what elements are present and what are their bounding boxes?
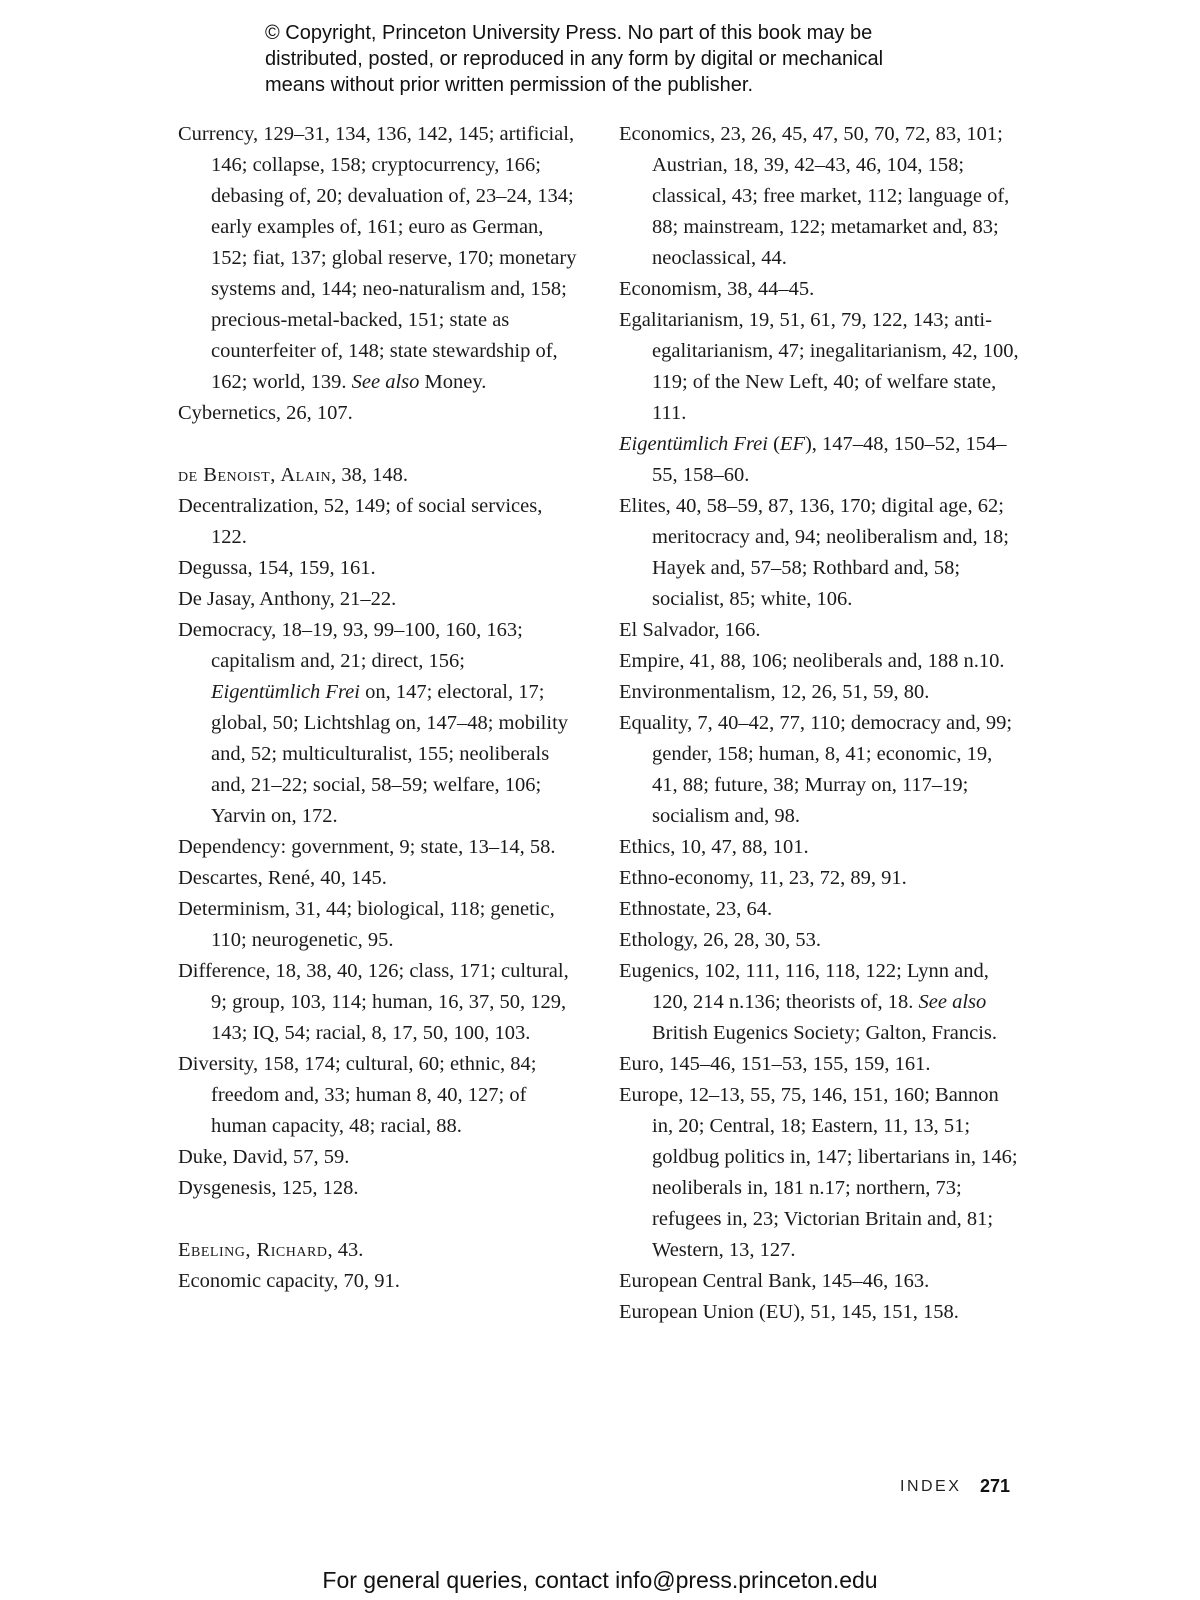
index-entry-ethnostate: Ethnostate, 23, 64. xyxy=(619,898,773,920)
index-entry-euro: Euro, 145–46, 151–53, 155, 159, 161. xyxy=(619,1053,931,1075)
index-entry-europe: Europe, 12–13, 55, 75, 146, 151, 160; Bannon in, 20; Central, 18; Eastern, 11, 13, 51; goldbug politics in, 147; libertarians in, 146; neoliberals in, 181 n.17; northern, 73; refugees in, 23; Victorian Britain and, 81; Western, 13, 127. xyxy=(619,1084,1018,1261)
index-entry-dependency: Dependency: government, 9; state, 13–14, 58. xyxy=(178,836,556,858)
index-entry-empire: Empire, 41, 88, 106; neoliberals and, 188 n.10. xyxy=(619,650,1005,672)
index-entry-de-benoist: de Benoist, Alain, 38, 148. xyxy=(178,464,408,486)
running-footer-section: INDEX xyxy=(900,1478,962,1495)
index-entry-diversity: Diversity, 158, 174; cultural, 60; ethnic, 84; freedom and, 33; human 8, 40, 127; of human capacity, 48; racial, 88. xyxy=(178,1053,537,1137)
index-entry-ethology: Ethology, 26, 28, 30, 53. xyxy=(619,929,821,951)
page-number: 271 xyxy=(980,1476,1011,1496)
index-entry-difference: Difference, 18, 38, 40, 126; class, 171; cultural, 9; group, 103, 114; human, 16, 37, 50, 129, 143; IQ, 54; racial, 8, 17, 50, 100, 103. xyxy=(178,960,569,1044)
copyright-line-2: distributed, posted, or reproduced in any form by digital or mechanical xyxy=(265,48,884,70)
index-entry-environmentalism: Environmentalism, 12, 26, 51, 59, 80. xyxy=(619,681,930,703)
index-entry-determinism: Determinism, 31, 44; biological, 118; genetic, 110; neurogenetic, 95. xyxy=(178,898,555,951)
copyright-line-1: © Copyright, Princeton University Press. No part of this book may be xyxy=(265,22,873,44)
copyright-notice xyxy=(265,20,965,98)
index-entry-degussa: Degussa, 154, 159, 161. xyxy=(178,557,376,579)
index-entry-elites: Elites, 40, 58–59, 87, 136, 170; digital age, 62; meritocracy and, 94; neoliberalism and, 18; Hayek and, 57–58; Rothbard and, 58; socialist, 85; white, 106. xyxy=(619,495,1009,610)
index-entry-eugenics: Eugenics, 102, 111, 116, 118, 122; Lynn and, 120, 214 n.136; theorists of, 18. See also British Eugenics Society; Galton, Francis. xyxy=(619,960,998,1044)
index-entry-european-union: European Union (EU), 51, 145, 151, 158. xyxy=(619,1301,959,1323)
index-entry-economic-capacity: Economic capacity, 70, 91. xyxy=(178,1270,400,1292)
copyright-line-3: means without prior written permission of the publisher. xyxy=(265,74,754,96)
index-entry-cybernetics: Cybernetics, 26, 107. xyxy=(178,402,353,424)
index-entry-duke: Duke, David, 57, 59. xyxy=(178,1146,350,1168)
index-entry-equality: Equality, 7, 40–42, 77, 110; democracy and, 99; gender, 158; human, 8, 41; economic, 19, 41, 88; future, 38; Murray on, 117–19; socialism and, 98. xyxy=(619,712,1013,827)
index-entry-de-jasay: De Jasay, Anthony, 21–22. xyxy=(178,588,397,610)
index-entry-dysgenesis: Dysgenesis, 125, 128. xyxy=(178,1177,359,1199)
index-entry-ethics: Ethics, 10, 47, 88, 101. xyxy=(619,836,809,858)
index-entry-ebeling: Ebeling, Richard, 43. xyxy=(178,1239,364,1261)
index-column-left xyxy=(178,119,578,1297)
index-entry-economism: Economism, 38, 44–45. xyxy=(619,278,815,300)
index-entry-ethno-economy: Ethno-economy, 11, 23, 72, 89, 91. xyxy=(619,867,907,889)
index-entry-decentralization: Decentralization, 52, 149; of social services, 122. xyxy=(178,495,543,548)
index-entry-democracy: Democracy, 18–19, 93, 99–100, 160, 163; capitalism and, 21; direct, 156; Eigentümlich Frei on, 147; electoral, 17; global, 50; Lichtshlag on, 147–48; mobility and, 52; multiculturalist, 155; neoliberals and, 21–22; social, 58–59; welfare, 106; Yarvin on, 172. xyxy=(178,619,569,827)
index-entry-european-central-bank: European Central Bank, 145–46, 163. xyxy=(619,1270,930,1292)
index-entry-descartes: Descartes, René, 40, 145. xyxy=(178,867,387,889)
index-entry-economics: Economics, 23, 26, 45, 47, 50, 70, 72, 83, 101; Austrian, 18, 39, 42–43, 46, 104, 158; classical, 43; free market, 112; language of, 88; mainstream, 122; metamarket and, 83; neoclassical, 44. xyxy=(619,123,1010,269)
index-entry-currency: Currency, 129–31, 134, 136, 142, 145; artificial, 146; collapse, 158; cryptocurrency, 166; debasing of, 20; devaluation of, 23–24, 134; early examples of, 161; euro as German, 152; fiat, 137; global reserve, 170; monetary systems and, 144; neo-naturalism and, 158; precious-metal-backed, 151; state as counterfeiter of, 148; state stewardship of, 162; world, 139. See also Money. xyxy=(178,123,577,393)
index-column-right xyxy=(619,119,1019,1328)
index-entry-eigentumlich-frei: Eigentümlich Frei (EF), 147–48, 150–52, 154–55, 158–60. xyxy=(619,433,1007,486)
index-entry-egalitarianism: Egalitarianism, 19, 51, 61, 79, 122, 143; anti-egalitarianism, 47; inegalitarianism, 42, 100, 119; of the New Left, 40; of welfare state, 111. xyxy=(619,309,1019,424)
contact-line: For general queries, contact info@press.princeton.edu xyxy=(322,1567,878,1593)
index-entry-el-salvador: El Salvador, 166. xyxy=(619,619,761,641)
